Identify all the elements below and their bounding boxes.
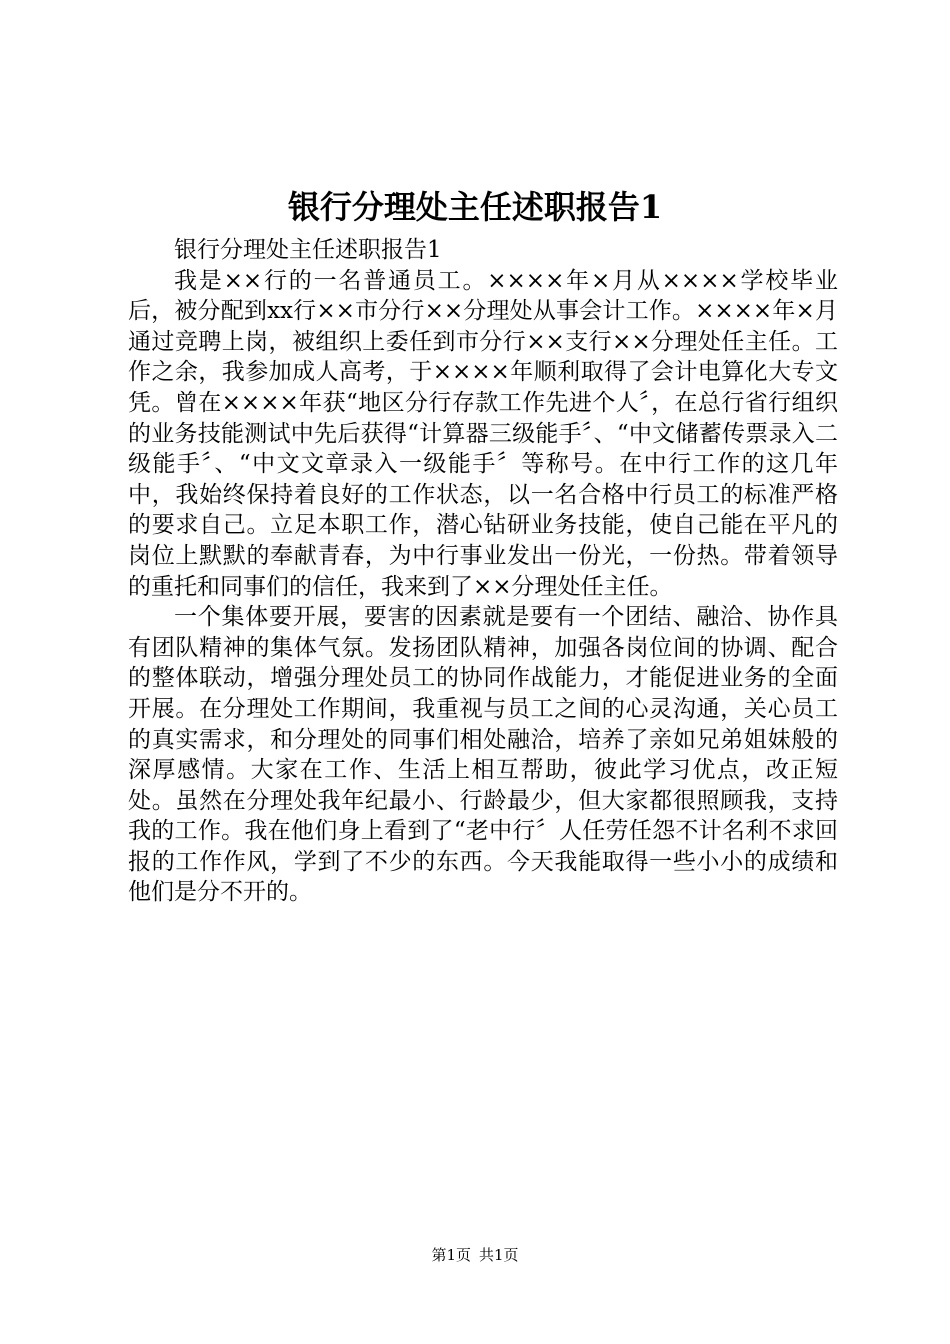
page-total: 共1页 bbox=[479, 1246, 519, 1264]
body-paragraph-heading: 银行分理处主任述职报告1 bbox=[174, 237, 442, 263]
document-title: 银行分理处主任述职报告1 bbox=[287, 188, 663, 226]
document-body bbox=[128, 235, 838, 908]
page-number: 第1页 bbox=[431, 1246, 471, 1264]
page-footer bbox=[0, 1245, 950, 1265]
body-paragraph: 一个集体要开展，要害的因素就是要有一个团结、融洽、协作具有团队精神的集体气氛。发扬团队精神，加强各岗位间的协调、配合的整体联动，增强分理处员工的协同作战能力，才能促进业务的全面开展。在分理处工作期间，我重视与员工之间的心灵沟通，关心员工的真实需求，和分理处的同事们相处融洽，培养了亲如兄弟姐妹般的深厚感情。大家在工作、生活上相互帮助，彼此学习优点，改正短处。虽然在分理处我年纪最小、行龄最少，但大家都很照顾我，支持我的工作。我在他们身上看到了“老中行〞人任劳任怨不计名利不求回报的工作作风，学到了不少的东西。今天我能取得一些小小的成绩和他们是分不开的。 bbox=[128, 604, 838, 906]
body-paragraph: 我是××行的一名普通员工。××××年×月从××××学校毕业后，被分配到xx行××市分行××分理处从事会计工作。××××年×月通过竞聘上岗，被组织上委任到市分行××支行××分理处任主任。工作之余，我参加成人高考，于××××年顺利取得了会计电算化大专文凭。曾在××××年获“地区分行存款工作先进个人〞，在总行省行组织的业务技能测试中先后获得“计算器三级能手〞、“中文储蓄传票录入二级能手〞、“中文文章录入一级能手〞等称号。在中行工作的这几年中，我始终保持着良好的工作状态，以一名合格中行员工的标准严格的要求自己。立足本职工作，潜心钻研业务技能，使自己能在平凡的岗位上默默的奉献青春，为中行事业发出一份光，一份热。带着领导的重托和同事们的信任，我来到了××分理处任主任。 bbox=[128, 267, 838, 600]
